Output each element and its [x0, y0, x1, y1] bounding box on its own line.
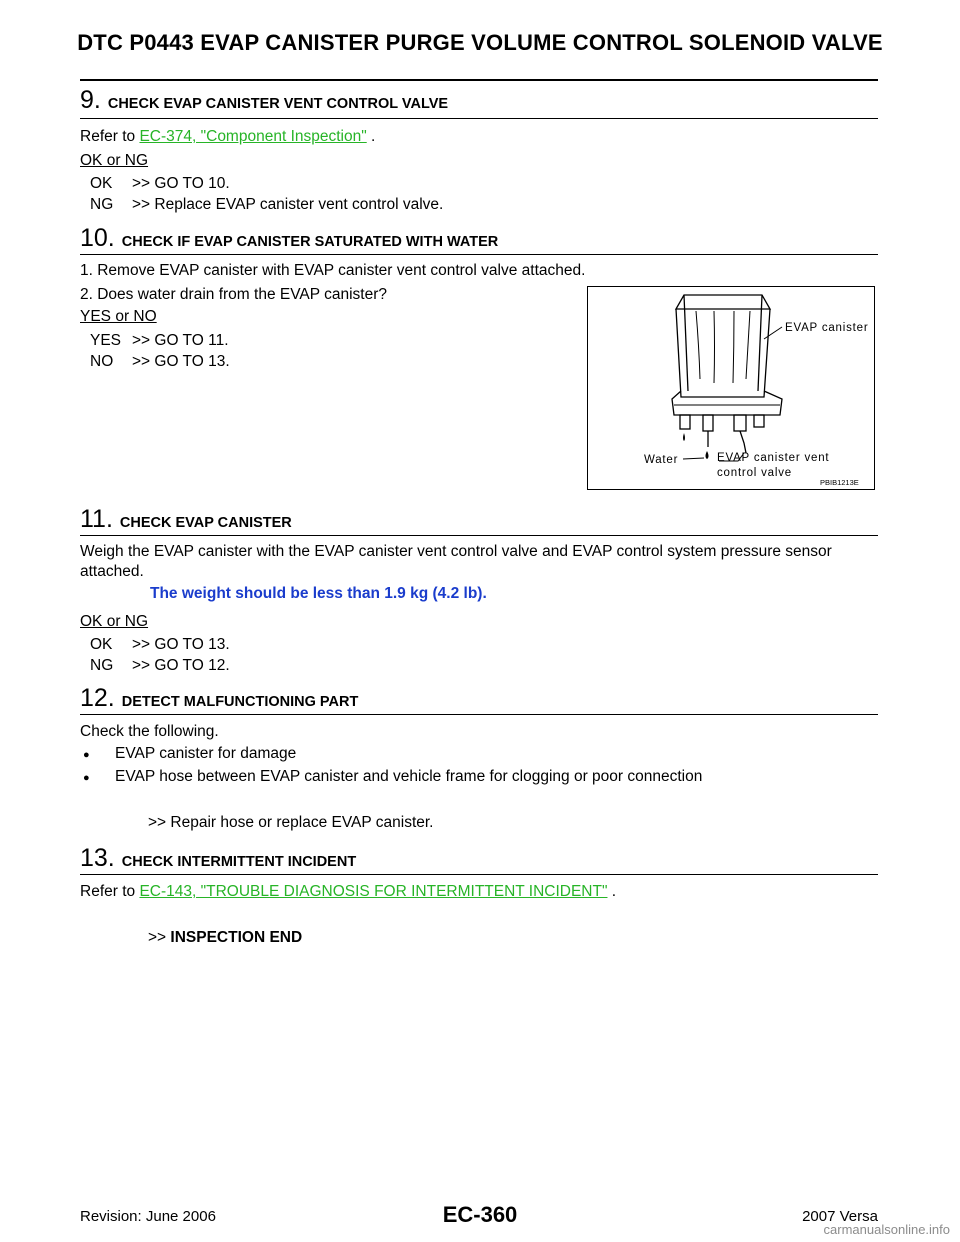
step-12-heading: [80, 684, 878, 712]
step-11-results: [90, 634, 230, 676]
result-row: [90, 351, 230, 372]
result-row: [90, 194, 443, 215]
result-value: >> GO TO 11.: [132, 332, 229, 349]
list-item: [83, 743, 702, 766]
ec-143-link[interactable]: EC-143, "TROUBLE DIAGNOSIS FOR INTERMITTENT INCIDENT": [139, 883, 608, 900]
list-item-text: EVAP hose between EVAP canister and vehicle frame for clogging or poor connection: [115, 768, 703, 785]
step-11-question: OK or NG: [80, 613, 149, 630]
footer-model: 2007 Versa: [802, 1208, 878, 1225]
step-13-refer: [80, 882, 616, 902]
header-rule: [80, 79, 878, 81]
step-10-item-1: 1. Remove EVAP canister with EVAP canister vent control valve attached.: [80, 262, 586, 279]
step-number: 12.: [80, 684, 115, 712]
figure-label-water: Water: [644, 454, 679, 466]
figure-label-valve-line2: control valve: [717, 467, 792, 479]
step-rule: [80, 874, 878, 875]
refer-prefix: Refer to: [80, 128, 140, 145]
figure-label-canister: EVAP canister: [785, 322, 869, 334]
step-title: CHECK EVAP CANISTER: [119, 515, 292, 531]
result-row: [90, 655, 230, 676]
step-11-body: Weigh the EVAP canister with the EVAP canister vent control valve and EVAP control system pressure sensor attached.: [80, 543, 832, 580]
result-row: [90, 330, 230, 351]
figure-label-valve-line1: EVAP canister vent: [717, 452, 830, 464]
result-value: >> GO TO 13.: [132, 636, 230, 653]
refer-prefix: Refer to: [80, 883, 140, 900]
list-item-text: EVAP canister for damage: [115, 745, 297, 762]
page-title: DTC P0443 EVAP CANISTER PURGE VOLUME CONTROL SOLENOID VALVE: [77, 30, 883, 55]
ec-374-link[interactable]: EC-374, "Component Inspection": [139, 128, 367, 145]
list-item: [83, 766, 702, 789]
step-12-body: Check the following.: [80, 723, 219, 740]
step-rule: [80, 535, 878, 536]
step-number: 13.: [80, 844, 115, 872]
bullet-icon: ●: [83, 749, 90, 761]
step-11-heading: [80, 505, 878, 533]
step-10-heading: [80, 224, 878, 252]
step-number: 10.: [80, 224, 115, 252]
step-12-bullets: [83, 743, 702, 789]
result-value: >> GO TO 12.: [132, 657, 230, 674]
result-row: [90, 173, 443, 194]
step-9-question: OK or NG: [80, 152, 149, 169]
step-9-refer: [80, 127, 375, 147]
step-title: CHECK INTERMITTENT INCIDENT: [121, 854, 357, 870]
step-rule: [80, 118, 878, 119]
result-key: OK: [90, 636, 113, 653]
watermark: carmanualsonline.info: [823, 1222, 950, 1237]
inspection-end: [148, 928, 302, 948]
step-title: CHECK EVAP CANISTER VENT CONTROL VALVE: [107, 96, 449, 112]
refer-suffix: .: [366, 128, 376, 145]
evap-canister-figure: [587, 286, 875, 490]
step-title: CHECK IF EVAP CANISTER SATURATED WITH WATER: [121, 234, 499, 250]
step-number: 9.: [80, 86, 101, 114]
result-key: OK: [90, 175, 113, 192]
step-9-heading: [80, 86, 878, 114]
result-value: >> GO TO 13.: [132, 353, 230, 370]
step-10-question: YES or NO: [80, 308, 157, 325]
bullet-icon: ●: [83, 772, 90, 784]
footer-revision: Revision: June 2006: [80, 1208, 216, 1225]
result-row: [90, 634, 230, 655]
result-key: NG: [90, 657, 114, 674]
result-key: YES: [90, 332, 122, 349]
result-value: >> GO TO 10.: [132, 175, 230, 192]
result-key: NO: [90, 353, 114, 370]
refer-suffix: .: [607, 883, 617, 900]
end-arrow: >>: [148, 929, 171, 946]
weight-spec: The weight should be less than 1.9 kg (4.2 lb).: [150, 585, 487, 602]
step-10-results: [90, 330, 230, 372]
end-text: INSPECTION END: [170, 929, 303, 946]
step-rule: [80, 254, 878, 255]
footer-page-number: EC-360: [442, 1202, 518, 1227]
step-title: DETECT MALFUNCTIONING PART: [121, 694, 359, 710]
step-number: 11.: [80, 505, 113, 533]
step-9-results: [90, 173, 443, 215]
step-13-heading: [80, 844, 878, 872]
step-12-action: >> Repair hose or replace EVAP canister.: [148, 814, 434, 831]
figure-code: PBIB1213E: [820, 478, 859, 487]
step-rule: [80, 714, 878, 715]
result-value: >> Replace EVAP canister vent control valve.: [132, 196, 444, 213]
result-key: NG: [90, 196, 114, 213]
evap-canister-illustration: [588, 287, 873, 488]
step-10-item-2: 2. Does water drain from the EVAP canister?: [80, 286, 387, 303]
